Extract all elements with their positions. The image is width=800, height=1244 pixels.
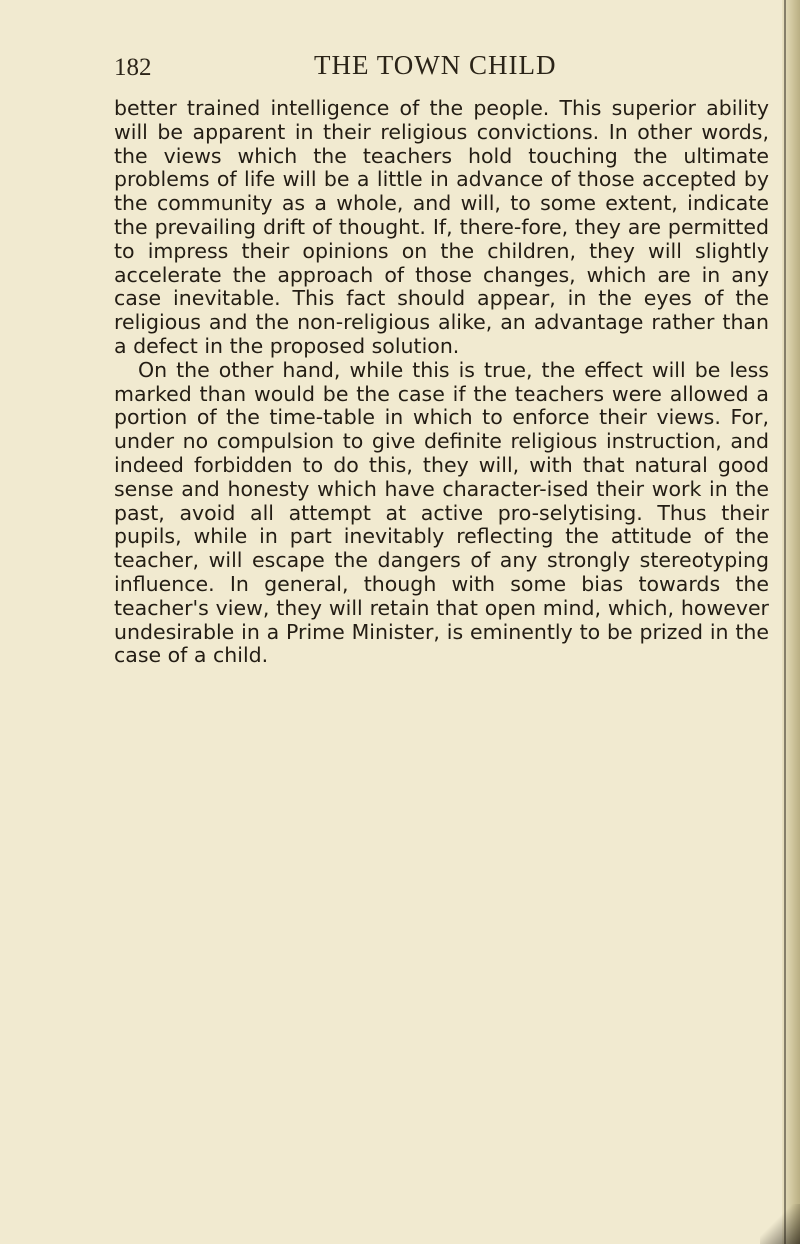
paragraph-2: On the other hand, while this is true, the effect will be less marked than would be the case if the teachers were allowed a portion of the time-table in which to enforce their views. For, under no compulsion to give definite religious instruction, and indeed forbidden to do this, they will, with that natural good sense and honesty which have character-ised their work in the past, avoid all attempt at active pro-selytising. Thus their pupils, while in part inevitably reflecting the attitude of the teacher, will escape the dangers of any strongly stereotyping influence. In general, though with some bias towards the teacher's view, they will retain that open mind, which, however undesirable in a Prime Minister, is eminently to be prized in the case of a child. [114,357,769,668]
running-head: THE TOWN CHILD [314,50,557,80]
paragraph-1: better trained intelligence of the people. This superior ability will be apparent in their religious convictions. In other words, the views which the teachers hold touching the ultimate problems of life will be a little in advance of those accepted by the community as a whole, and will, to some extent, indicate the prevailing drift of thought. If, there-fore, they are permitted to impress their opinions on the children, they will slightly accelerate the approach of those changes, which are in any case inevitable. This fact should appear, in the eyes of the religious and the non-religious alike, an advantage rather than a defect in the proposed solution. [114,96,769,358]
body-text [114,97,769,668]
corner-shadow [760,1204,800,1244]
page-edge-line [784,0,786,1244]
page-header [114,50,774,90]
page-number: 182 [114,54,152,81]
